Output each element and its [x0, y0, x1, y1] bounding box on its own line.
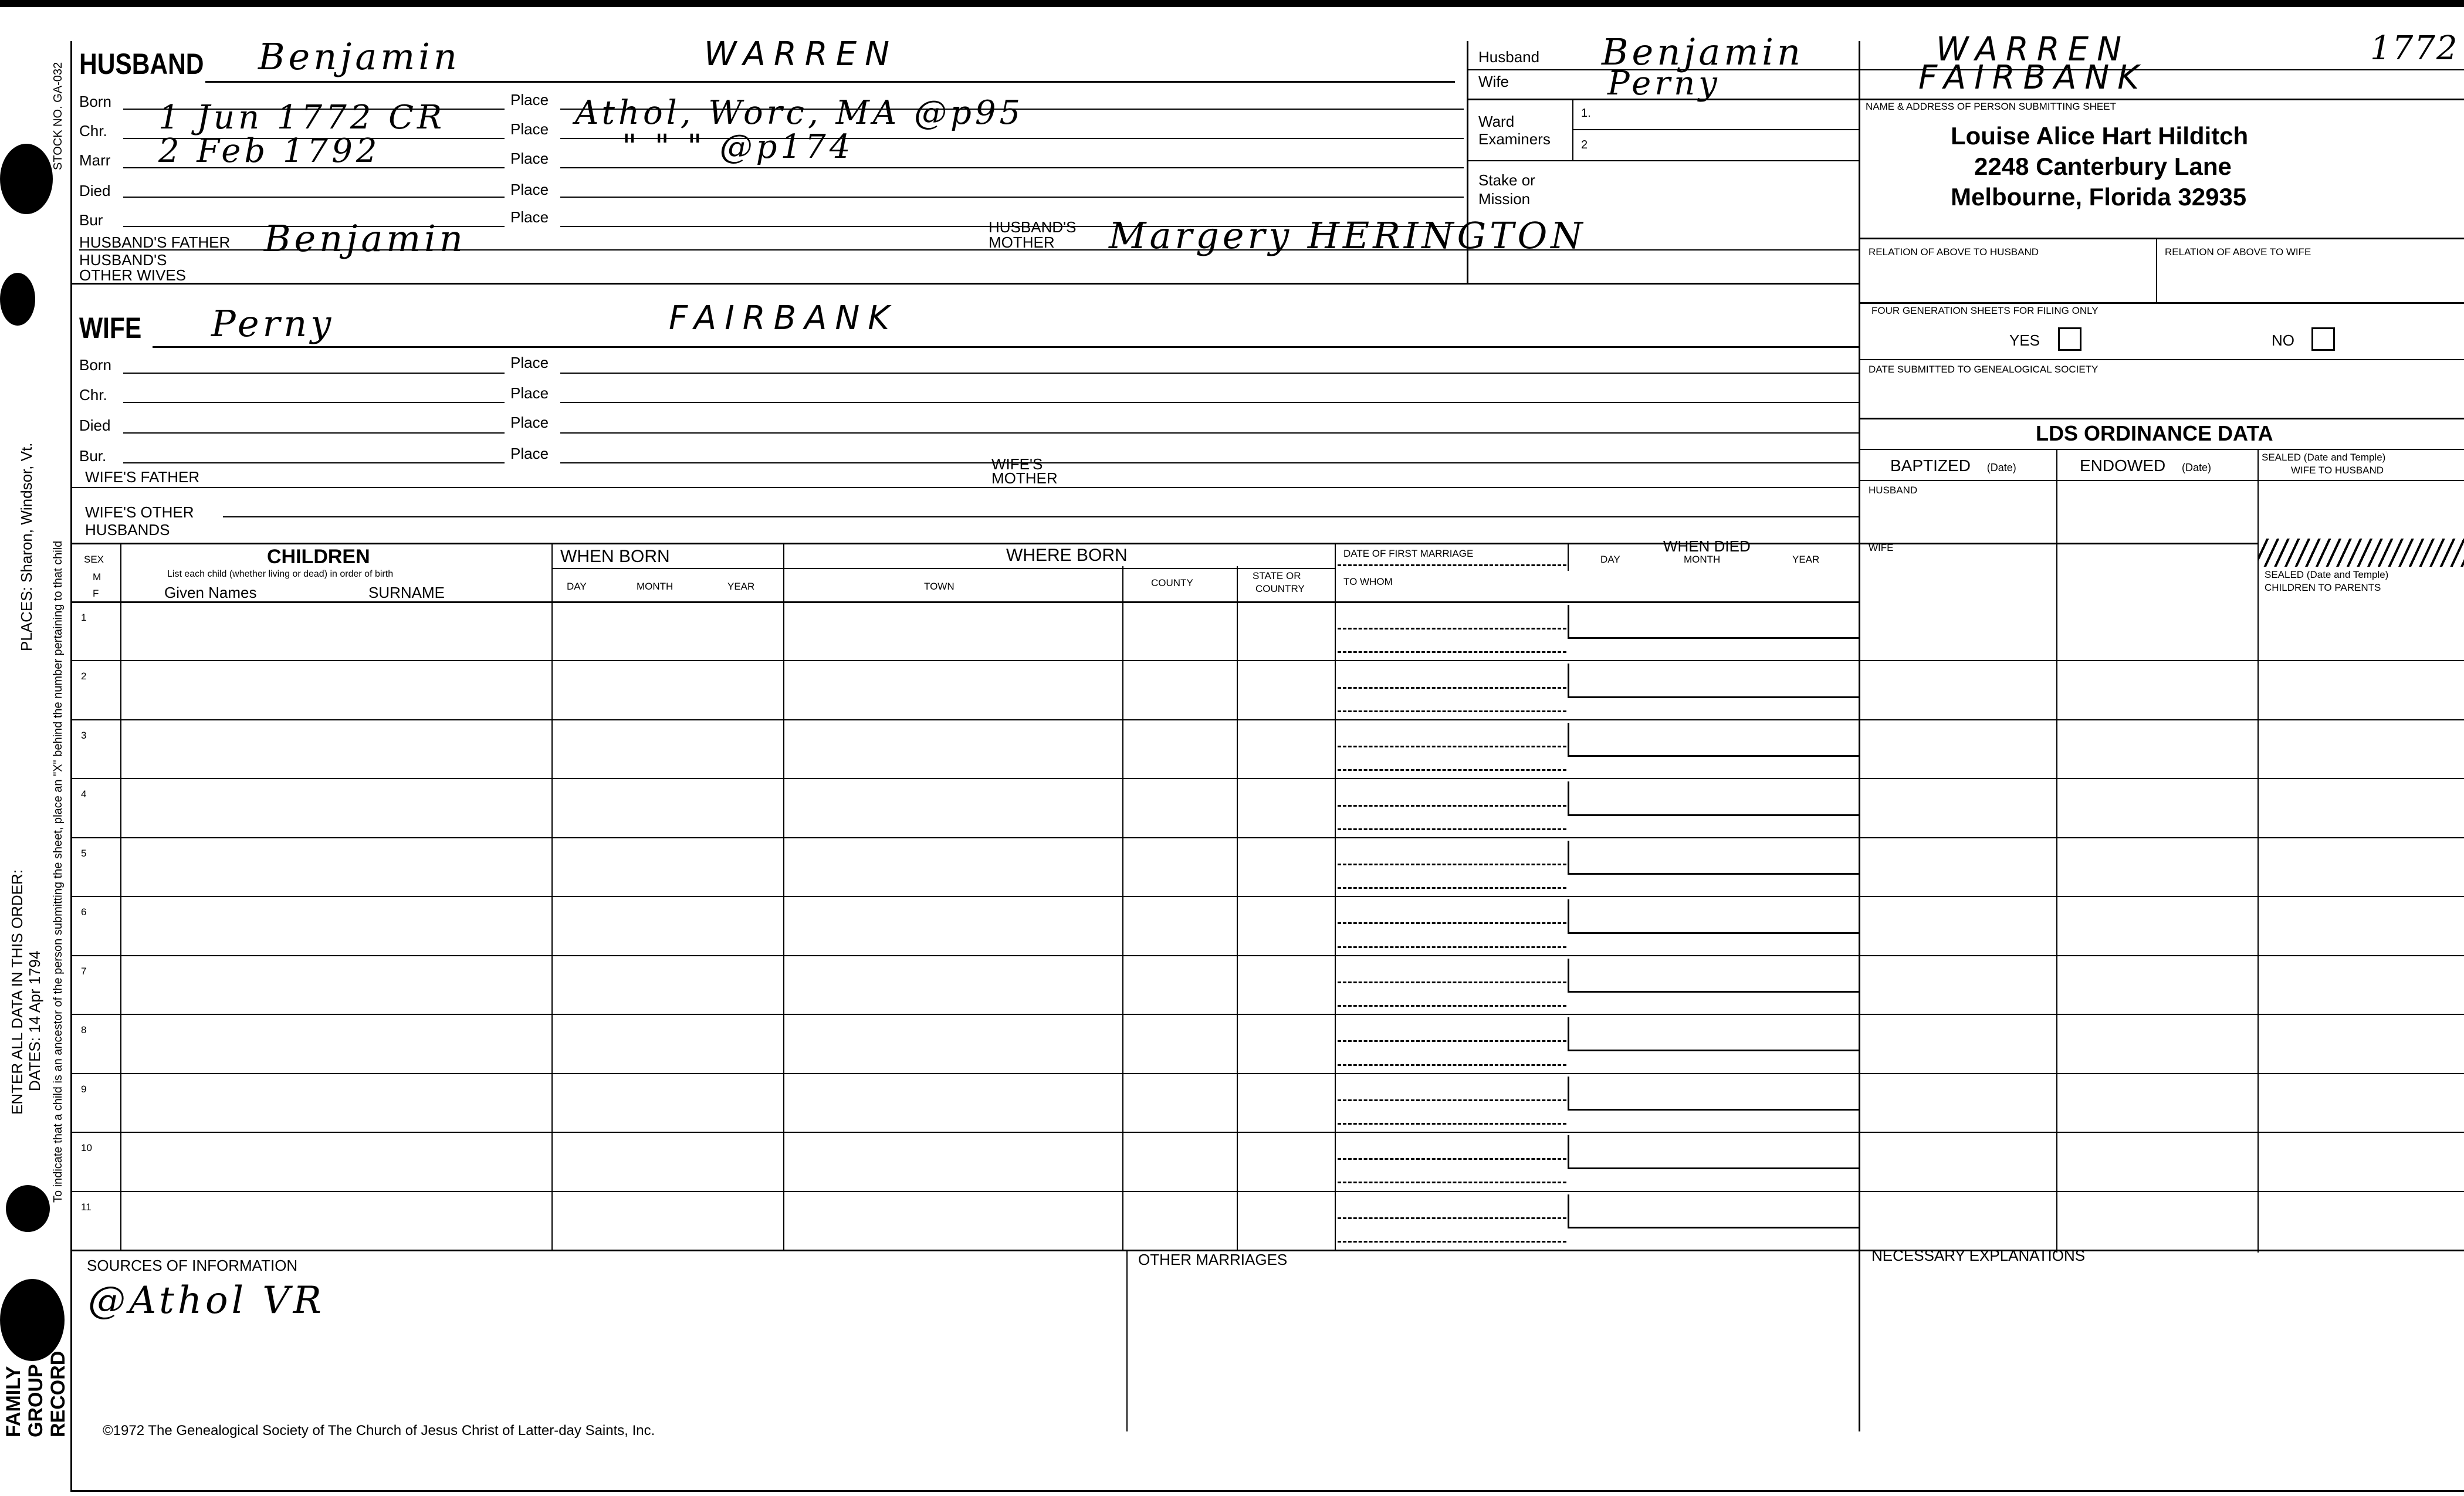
- husband-other-wives-label-2: OTHER WIVES: [79, 266, 187, 284]
- husband-died-place-label: Place: [510, 181, 549, 198]
- left-frame-line: [70, 41, 72, 1490]
- wife-father-label: WIFE'S FATHER: [85, 468, 200, 486]
- child-died-bracket: [1568, 841, 1569, 873]
- husband-surname: WARREN: [704, 35, 898, 73]
- header-wife-line: [1467, 99, 2464, 100]
- sealed-wife-label-2: WIFE TO HUSBAND: [2291, 465, 2384, 476]
- where-born-label: WHERE BORN: [1006, 546, 1128, 565]
- relation-divider: [2156, 238, 2157, 302]
- wife-other-husbands-label-1: WIFE'S OTHER: [85, 503, 194, 521]
- state-label-2: COUNTRY: [1255, 583, 1305, 594]
- date-submitted-label: DATE SUBMITTED TO GENEALOGICAL SOCIETY: [1869, 364, 2099, 375]
- child-marriage-dash: [1338, 1123, 1566, 1125]
- wife-born-line: [123, 373, 505, 374]
- header-husband-given: Benjamin: [1602, 31, 1804, 73]
- husband-other-wives-label-1: HUSBAND'S: [79, 251, 167, 269]
- child-marriage-dash: [1338, 1040, 1566, 1042]
- relation-wife-label: RELATION OF ABOVE TO WIFE: [2165, 246, 2311, 258]
- places-note: PLACES: Sharon, Windsor, Vt.: [18, 442, 35, 651]
- child-died-line: [1568, 1167, 1859, 1169]
- child-died-line: [1568, 637, 1859, 639]
- first-marriage-dash: [1338, 564, 1566, 566]
- child-died-line: [1568, 1050, 1859, 1051]
- child-row-line: [70, 896, 2464, 897]
- child-marriage-dash: [1338, 1158, 1566, 1160]
- sex-label-2: M: [93, 571, 101, 583]
- wife-other-husbands-line: [223, 516, 1859, 517]
- lds-wife-label: WIFE: [1869, 542, 1894, 553]
- wife-born-label: Born: [79, 356, 111, 374]
- sex-label-3: F: [93, 588, 99, 599]
- child-marriage-dash: [1338, 828, 1566, 830]
- date-submitted-bottom-line: [1859, 418, 2464, 419]
- punch-hole: [6, 1185, 50, 1232]
- examiner-mid-line: [1572, 129, 1859, 130]
- child-died-bracket: [1568, 959, 1569, 991]
- child-row-line: [70, 719, 2464, 720]
- four-gen-bottom-line: [1859, 359, 2464, 360]
- indicate-note: To indicate that a child is an ancestor of the person submitting the sheet, place an "X" behind the number pertaining to that child: [52, 540, 65, 1203]
- child-died-line: [1568, 873, 1859, 875]
- husband-died-line: [123, 197, 505, 198]
- form-title-line1: FAMILY: [2, 1366, 25, 1437]
- footer-divider-1: [1126, 1250, 1128, 1431]
- baptized-date-text: (Date): [1986, 462, 2016, 473]
- husband-given-name: Benjamin: [258, 35, 461, 78]
- child-died-bracket: [1568, 1077, 1569, 1109]
- child-row-number: 11: [81, 1201, 92, 1213]
- child-row-line: [70, 1014, 2464, 1015]
- submitter-label: NAME & ADDRESS OF PERSON SUBMITTING SHEET: [1866, 101, 2116, 112]
- born-day-label: DAY: [567, 581, 587, 592]
- child-marriage-dash: [1338, 864, 1566, 865]
- child-died-line: [1568, 755, 1859, 757]
- husband-mother-label-2: MOTHER: [989, 233, 1055, 251]
- submitter-bottom-line: [1859, 238, 2464, 239]
- wife-mother-label-1: WIFE'S: [991, 455, 1043, 473]
- child-row-line: [70, 955, 2464, 956]
- husband-bur-label: Bur: [79, 211, 103, 229]
- copyright: ©1972 The Genealogical Society of The Church of Jesus Christ of Latter-day Saints, Inc.: [103, 1423, 655, 1439]
- form-title-line3: RECORD: [47, 1351, 69, 1437]
- born-year-label: YEAR: [727, 581, 755, 592]
- husband-marr-label: Marr: [79, 151, 111, 169]
- husband-chr-place: Athol, Worc, MA @p95: [575, 94, 1024, 132]
- child-row-line: [70, 1132, 2464, 1133]
- wife-died-line: [123, 432, 505, 434]
- relation-husband-label: RELATION OF ABOVE TO HUSBAND: [1869, 246, 2039, 258]
- header-husband-label: Husband: [1478, 48, 1540, 66]
- husband-father-value: Benjamin: [264, 217, 466, 260]
- baptized-text: BAPTIZED: [1890, 456, 1971, 475]
- died-month-label: MONTH: [1684, 554, 1721, 565]
- child-marriage-dash: [1338, 1241, 1566, 1243]
- child-row-number: 2: [81, 671, 87, 682]
- husband-marr-date: 2 Feb 1792: [158, 132, 381, 170]
- header-wife-surname: FAIRBANK: [1918, 59, 2148, 97]
- bottom-border: [70, 1490, 2464, 1492]
- main-right-line: [1859, 41, 1860, 1431]
- sources-label: SOURCES OF INFORMATION: [87, 1257, 298, 1274]
- child-marriage-dash: [1338, 946, 1566, 948]
- husband-bur-place-label: Place: [510, 208, 549, 226]
- children-surname-label: SURNAME: [368, 584, 445, 601]
- child-marriage-dash: [1338, 651, 1566, 653]
- sealed-children-label-2: CHILDREN TO PARENTS: [2265, 582, 2381, 593]
- top-border: [0, 0, 2464, 7]
- husband-died-label: Died: [79, 182, 111, 199]
- wife-born-place-label: Place: [510, 354, 549, 371]
- child-died-line: [1568, 696, 1859, 698]
- child-marriage-dash: [1338, 922, 1566, 924]
- child-died-bracket: [1568, 1135, 1569, 1167]
- husband-born-place-label: Place: [510, 91, 549, 109]
- endowed-text: ENDOWED: [2080, 456, 2166, 475]
- husband-marr-place: " " " @p174: [622, 128, 854, 166]
- ward-label: Ward: [1478, 113, 1515, 130]
- endowed-label: [2080, 456, 2211, 475]
- to-whom-label: TO WHOM: [1343, 576, 1393, 587]
- husband-chr-label: Chr.: [79, 122, 107, 140]
- corner-year: 1772: [2370, 29, 2459, 67]
- husband-died-place-line: [560, 197, 1464, 198]
- child-marriage-dash: [1338, 1099, 1566, 1101]
- child-row-number: 5: [81, 847, 87, 859]
- child-marriage-dash: [1338, 687, 1566, 689]
- child-row-line: [70, 1191, 2464, 1192]
- husband-name-line: [205, 81, 1455, 83]
- punch-hole: [0, 144, 53, 214]
- wife-died-place-line: [560, 432, 1859, 434]
- wife-bur-place-line: [560, 462, 1859, 463]
- child-died-line: [1568, 932, 1859, 934]
- child-marriage-dash: [1338, 805, 1566, 807]
- child-row-number: 7: [81, 965, 87, 977]
- child-died-line: [1568, 1109, 1859, 1111]
- children-subtitle: List each child (whether living or dead) in order of birth: [167, 569, 394, 579]
- children-col-died: [1568, 543, 1569, 571]
- died-day-label: DAY: [1600, 554, 1620, 565]
- lds-title-line: [1859, 449, 2464, 450]
- stake-label-1: Stake or: [1478, 171, 1535, 189]
- child-died-bracket: [1568, 664, 1569, 696]
- no-label: NO: [2272, 331, 2294, 349]
- county-label: COUNTY: [1151, 577, 1193, 588]
- child-died-line: [1568, 991, 1859, 993]
- husband-born-label: Born: [79, 93, 111, 110]
- examiner-2: 2: [1581, 138, 1588, 151]
- wife-died-label: Died: [79, 417, 111, 434]
- child-died-line: [1568, 814, 1859, 816]
- wife-name-line: [153, 346, 1860, 348]
- child-died-bracket: [1568, 605, 1569, 637]
- when-died-label: WHEN DIED: [1663, 537, 1751, 555]
- child-marriage-dash: [1338, 769, 1566, 771]
- punch-hole: [0, 273, 35, 326]
- child-marriage-dash: [1338, 981, 1566, 983]
- child-row-number: 8: [81, 1024, 87, 1036]
- husband-father-label: HUSBAND'S FATHER: [79, 233, 231, 251]
- wife-parents-line: [70, 487, 1859, 488]
- punch-hole: [0, 1279, 65, 1361]
- yes-label: YES: [2009, 331, 2040, 349]
- wife-bur-label: Bur.: [79, 447, 107, 465]
- dates-note: DATES: 14 Apr 1794: [26, 950, 43, 1091]
- wife-chr-place-label: Place: [510, 384, 549, 402]
- stake-label-2: Mission: [1478, 190, 1531, 208]
- child-row-number: 9: [81, 1083, 87, 1095]
- sex-label-1: SEX: [84, 554, 104, 565]
- husband-label: HUSBAND: [79, 48, 204, 80]
- wife-bur-line: [123, 462, 505, 463]
- child-row-number: 3: [81, 729, 87, 741]
- child-row-number: 1: [81, 612, 87, 623]
- children-col-town: [1122, 566, 1123, 1250]
- child-marriage-dash: [1338, 887, 1566, 889]
- wife-born-place-line: [560, 373, 1859, 374]
- lds-husband-label: HUSBAND: [1869, 485, 1918, 496]
- examiners-label: Examiners: [1478, 130, 1551, 148]
- child-marriage-dash: [1338, 1182, 1566, 1183]
- baptized-label: [1890, 456, 2016, 475]
- children-col-county: [1237, 566, 1238, 1250]
- examiners-bottom-line: [1467, 160, 1859, 161]
- husband-chr-place-label: Place: [510, 120, 549, 138]
- child-died-bracket: [1568, 899, 1569, 932]
- child-row-number: 6: [81, 906, 87, 918]
- wife-given-name: Perny: [211, 302, 335, 345]
- children-subheader-line: [551, 568, 1335, 569]
- submitter-city: Melbourne, Florida 32935: [1951, 183, 2247, 211]
- header-box-left: [1467, 41, 1468, 283]
- husband-parents-line: [79, 249, 1859, 251]
- died-year-label: YEAR: [1792, 554, 1820, 565]
- husband-mother-value: Margery HERINGTON: [1109, 214, 1586, 257]
- child-died-bracket: [1568, 1194, 1569, 1227]
- children-given-label: Given Names: [164, 584, 257, 601]
- submitter-street: 2248 Canterbury Lane: [1974, 153, 2232, 180]
- child-died-line: [1568, 1227, 1859, 1228]
- child-died-bracket: [1568, 723, 1569, 755]
- child-died-bracket: [1568, 1017, 1569, 1050]
- lds-header-line: [1859, 480, 2464, 481]
- child-row-number: 4: [81, 788, 87, 800]
- four-gen-label: FOUR GENERATION SHEETS FOR FILING ONLY: [1871, 305, 2099, 316]
- child-marriage-dash: [1338, 746, 1566, 747]
- when-born-label: WHEN BORN: [560, 547, 670, 566]
- relation-bottom-line: [1859, 302, 2464, 304]
- husband-chr-date: 1 Jun 1772 CR: [158, 99, 446, 137]
- child-marriage-dash: [1338, 710, 1566, 712]
- husband-section-bottom: [70, 283, 1859, 285]
- child-row-line: [70, 660, 2464, 661]
- wife-bur-place-label: Place: [510, 445, 549, 462]
- explanations-label: NECESSARY EXPLANATIONS: [1871, 1247, 2086, 1264]
- wife-section-bottom: [70, 543, 2464, 544]
- child-marriage-dash: [1338, 628, 1566, 629]
- children-title: CHILDREN: [267, 546, 370, 568]
- wife-surname: FAIRBANK: [669, 299, 898, 337]
- wife-died-place-label: Place: [510, 414, 549, 431]
- examiner-1: 1.: [1581, 107, 1591, 120]
- wife-mother-label-2: MOTHER: [991, 469, 1058, 487]
- sealed-wife-label-1: SEALED (Date and Temple): [2262, 452, 2386, 463]
- lds-title: LDS ORDINANCE DATA: [2036, 421, 2273, 445]
- stock-number: STOCK NO. GA-032: [52, 62, 65, 170]
- submitter-name: Louise Alice Hart Hilditch: [1951, 122, 2249, 150]
- header-husband-surname: WARREN: [1936, 31, 2130, 69]
- child-row-line: [70, 778, 2464, 779]
- enter-order-note: ENTER ALL DATA IN THIS ORDER:: [8, 869, 26, 1115]
- town-label: TOWN: [924, 581, 955, 592]
- header-wife-label: Wife: [1478, 73, 1509, 90]
- form-title-line2: GROUP: [25, 1364, 47, 1437]
- wife-chr-label: Chr.: [79, 386, 107, 404]
- child-row-line: [70, 837, 2464, 838]
- child-died-bracket: [1568, 781, 1569, 814]
- no-checkbox[interactable]: [2311, 327, 2335, 351]
- other-marriages-label: OTHER MARRIAGES: [1138, 1251, 1288, 1268]
- header-wife-given: Perny: [1607, 65, 1721, 103]
- born-month-label: MONTH: [637, 581, 673, 592]
- first-marriage-label: DATE OF FIRST MARRIAGE: [1343, 548, 1474, 559]
- wife-other-husbands-label-2: HUSBANDS: [85, 521, 170, 539]
- wife-chr-place-line: [560, 402, 1859, 403]
- endowed-date-text: (Date): [2182, 462, 2212, 473]
- wife-chr-line: [123, 402, 505, 403]
- husband-mother-label-1: HUSBAND'S: [989, 218, 1077, 236]
- child-row-line: [70, 1073, 2464, 1074]
- yes-checkbox[interactable]: [2058, 327, 2081, 351]
- child-marriage-dash: [1338, 1217, 1566, 1219]
- wife-label: WIFE: [79, 312, 142, 344]
- child-marriage-dash: [1338, 1005, 1566, 1007]
- sealed-hatch: [2259, 539, 2464, 567]
- child-marriage-dash: [1338, 1064, 1566, 1066]
- child-row-number: 10: [81, 1142, 92, 1154]
- children-header-bottom: [70, 601, 1859, 603]
- sealed-children-label-1: SEALED (Date and Temple): [2265, 569, 2389, 580]
- state-label-1: STATE OR: [1253, 570, 1301, 581]
- sources-value: @Athol VR: [88, 1279, 325, 1322]
- husband-marr-place-label: Place: [510, 150, 549, 167]
- husband-marr-place-line: [560, 167, 1464, 168]
